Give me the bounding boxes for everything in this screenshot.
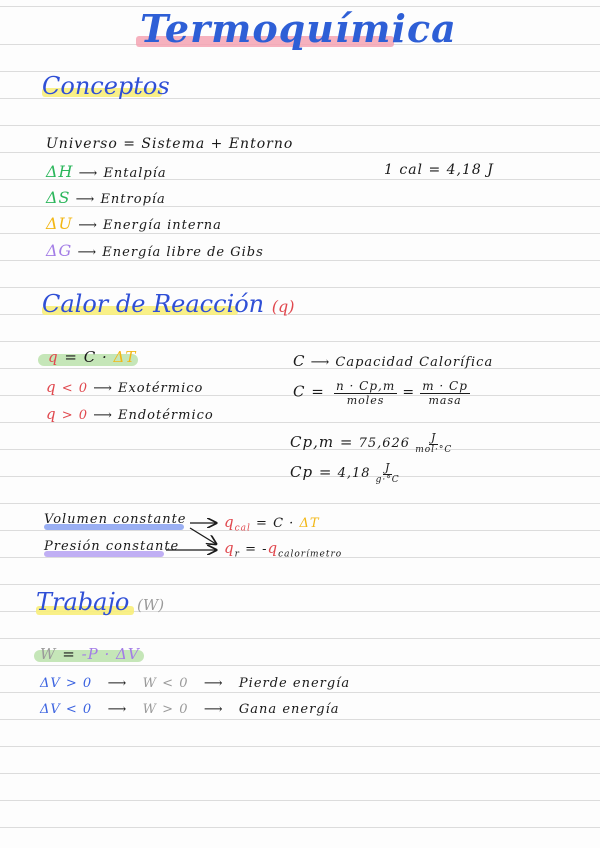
concept-label: Entalpía bbox=[103, 166, 167, 181]
q-r-symbol: q bbox=[224, 539, 235, 557]
q-symbol: q bbox=[46, 378, 57, 396]
q-cal-subscript: cal bbox=[234, 523, 251, 534]
q-cal-symbol: q bbox=[224, 513, 235, 531]
arrow-icon: ⟶ bbox=[93, 408, 118, 423]
work-row-compression bbox=[40, 702, 340, 717]
calorie-conversion: 1 cal = 4,18 J bbox=[384, 162, 494, 178]
q-formula-rest: = C · bbox=[64, 348, 108, 366]
concept-symbol: ΔG bbox=[46, 241, 73, 260]
concept-symbol: ΔU bbox=[46, 214, 74, 233]
w-formula-rest: -P · ΔV bbox=[81, 645, 140, 663]
q-cal-rest: = C · bbox=[256, 516, 295, 531]
arrow-icon: ⟶ bbox=[78, 218, 103, 233]
cp-value: 4,18 bbox=[337, 465, 371, 481]
q-r-equation bbox=[224, 539, 342, 560]
exo-condition: < 0 bbox=[61, 381, 89, 396]
presion-constante-label: Presión constante bbox=[44, 539, 180, 554]
concept-symbol: ΔS bbox=[46, 188, 71, 207]
arrow-icon: ⟶ bbox=[193, 702, 234, 717]
arrow-icon: ⟶ bbox=[97, 702, 138, 717]
work-dv-condition: ΔV > 0 bbox=[40, 676, 93, 691]
concept-label: Energía interna bbox=[102, 218, 222, 233]
calor-symbol: (q) bbox=[271, 297, 295, 316]
work-dv-condition: ΔV < 0 bbox=[40, 702, 93, 717]
concept-label: Energía libre de Gibs bbox=[102, 245, 264, 260]
arrow-icon: ⟶ bbox=[193, 676, 234, 691]
arrow-icon: ⟶ bbox=[93, 381, 118, 396]
c-frac2-num: m · Cp bbox=[422, 379, 468, 393]
c-eq-label: C = bbox=[293, 382, 325, 401]
arrow-volumen-to-qr bbox=[190, 528, 216, 544]
trabajo-symbol: (W) bbox=[137, 596, 165, 614]
q-symbol: q bbox=[48, 348, 59, 366]
q-r-eq: = - bbox=[245, 542, 268, 557]
q-symbol: q bbox=[46, 405, 57, 423]
q-cal-equation bbox=[224, 513, 320, 534]
exo-label: Exotérmico bbox=[117, 381, 204, 396]
work-row-expansion bbox=[40, 676, 350, 691]
work-w-condition: W < 0 bbox=[142, 676, 189, 691]
w-formula bbox=[40, 645, 140, 663]
page-title: Termoquímica bbox=[140, 6, 457, 51]
c-symbol: C bbox=[293, 352, 306, 370]
trabajo-heading-text: Trabajo bbox=[36, 588, 130, 616]
delta-t: ΔT bbox=[113, 348, 137, 366]
c-frac-den: moles bbox=[346, 393, 385, 407]
cpm-unit-num: J bbox=[431, 431, 437, 444]
arrow-icon: ⟶ bbox=[77, 245, 103, 260]
concept-symbol: ΔH bbox=[46, 162, 74, 181]
work-w-condition: W > 0 bbox=[142, 702, 189, 717]
c-frac-num: n · Cp,m bbox=[335, 379, 396, 393]
section-heading-trabajo bbox=[36, 588, 164, 616]
section-heading-conceptos: Conceptos bbox=[42, 72, 170, 100]
c-frac2-den: masa bbox=[428, 393, 462, 407]
arrow-icon: ⟶ bbox=[78, 166, 104, 181]
w-formula-eq: = bbox=[62, 645, 76, 663]
volumen-constante-label: Volumen constante bbox=[44, 512, 187, 527]
q-cal-delta-t: ΔT bbox=[299, 516, 320, 531]
c-eq-sign: = bbox=[402, 384, 416, 401]
arrow-icon: ⟶ bbox=[75, 192, 101, 207]
q-calorimetro-symbol: q bbox=[267, 539, 279, 557]
q-r-subscript: r bbox=[234, 549, 240, 560]
cpm-unit-den: mol·°C bbox=[415, 444, 453, 455]
arrow-icon: ⟶ bbox=[97, 676, 138, 691]
endo-label: Endotérmico bbox=[117, 408, 214, 423]
cp-label: Cp = bbox=[290, 462, 333, 481]
w-symbol: W bbox=[40, 645, 57, 663]
work-outcome-label: Pierde energía bbox=[238, 676, 351, 691]
q-calorimetro-subscript: calorímetro bbox=[278, 549, 343, 560]
arrow-icon: ⟶ bbox=[310, 355, 336, 370]
work-outcome-label: Gana energía bbox=[238, 702, 340, 717]
universo-definition: Universo = Sistema + Entorno bbox=[46, 136, 294, 152]
c-label: Capacidad Calorífica bbox=[335, 355, 494, 370]
endo-condition: > 0 bbox=[61, 408, 89, 423]
cp-unit-den: g·°C bbox=[375, 474, 400, 485]
concept-label: Entropía bbox=[100, 192, 166, 207]
cp-unit-num: J bbox=[384, 461, 391, 474]
cpm-label: Cp,m = bbox=[290, 432, 354, 451]
cpm-value: 75,626 bbox=[358, 435, 411, 451]
calor-heading-text: Calor de Reacción bbox=[42, 290, 265, 318]
